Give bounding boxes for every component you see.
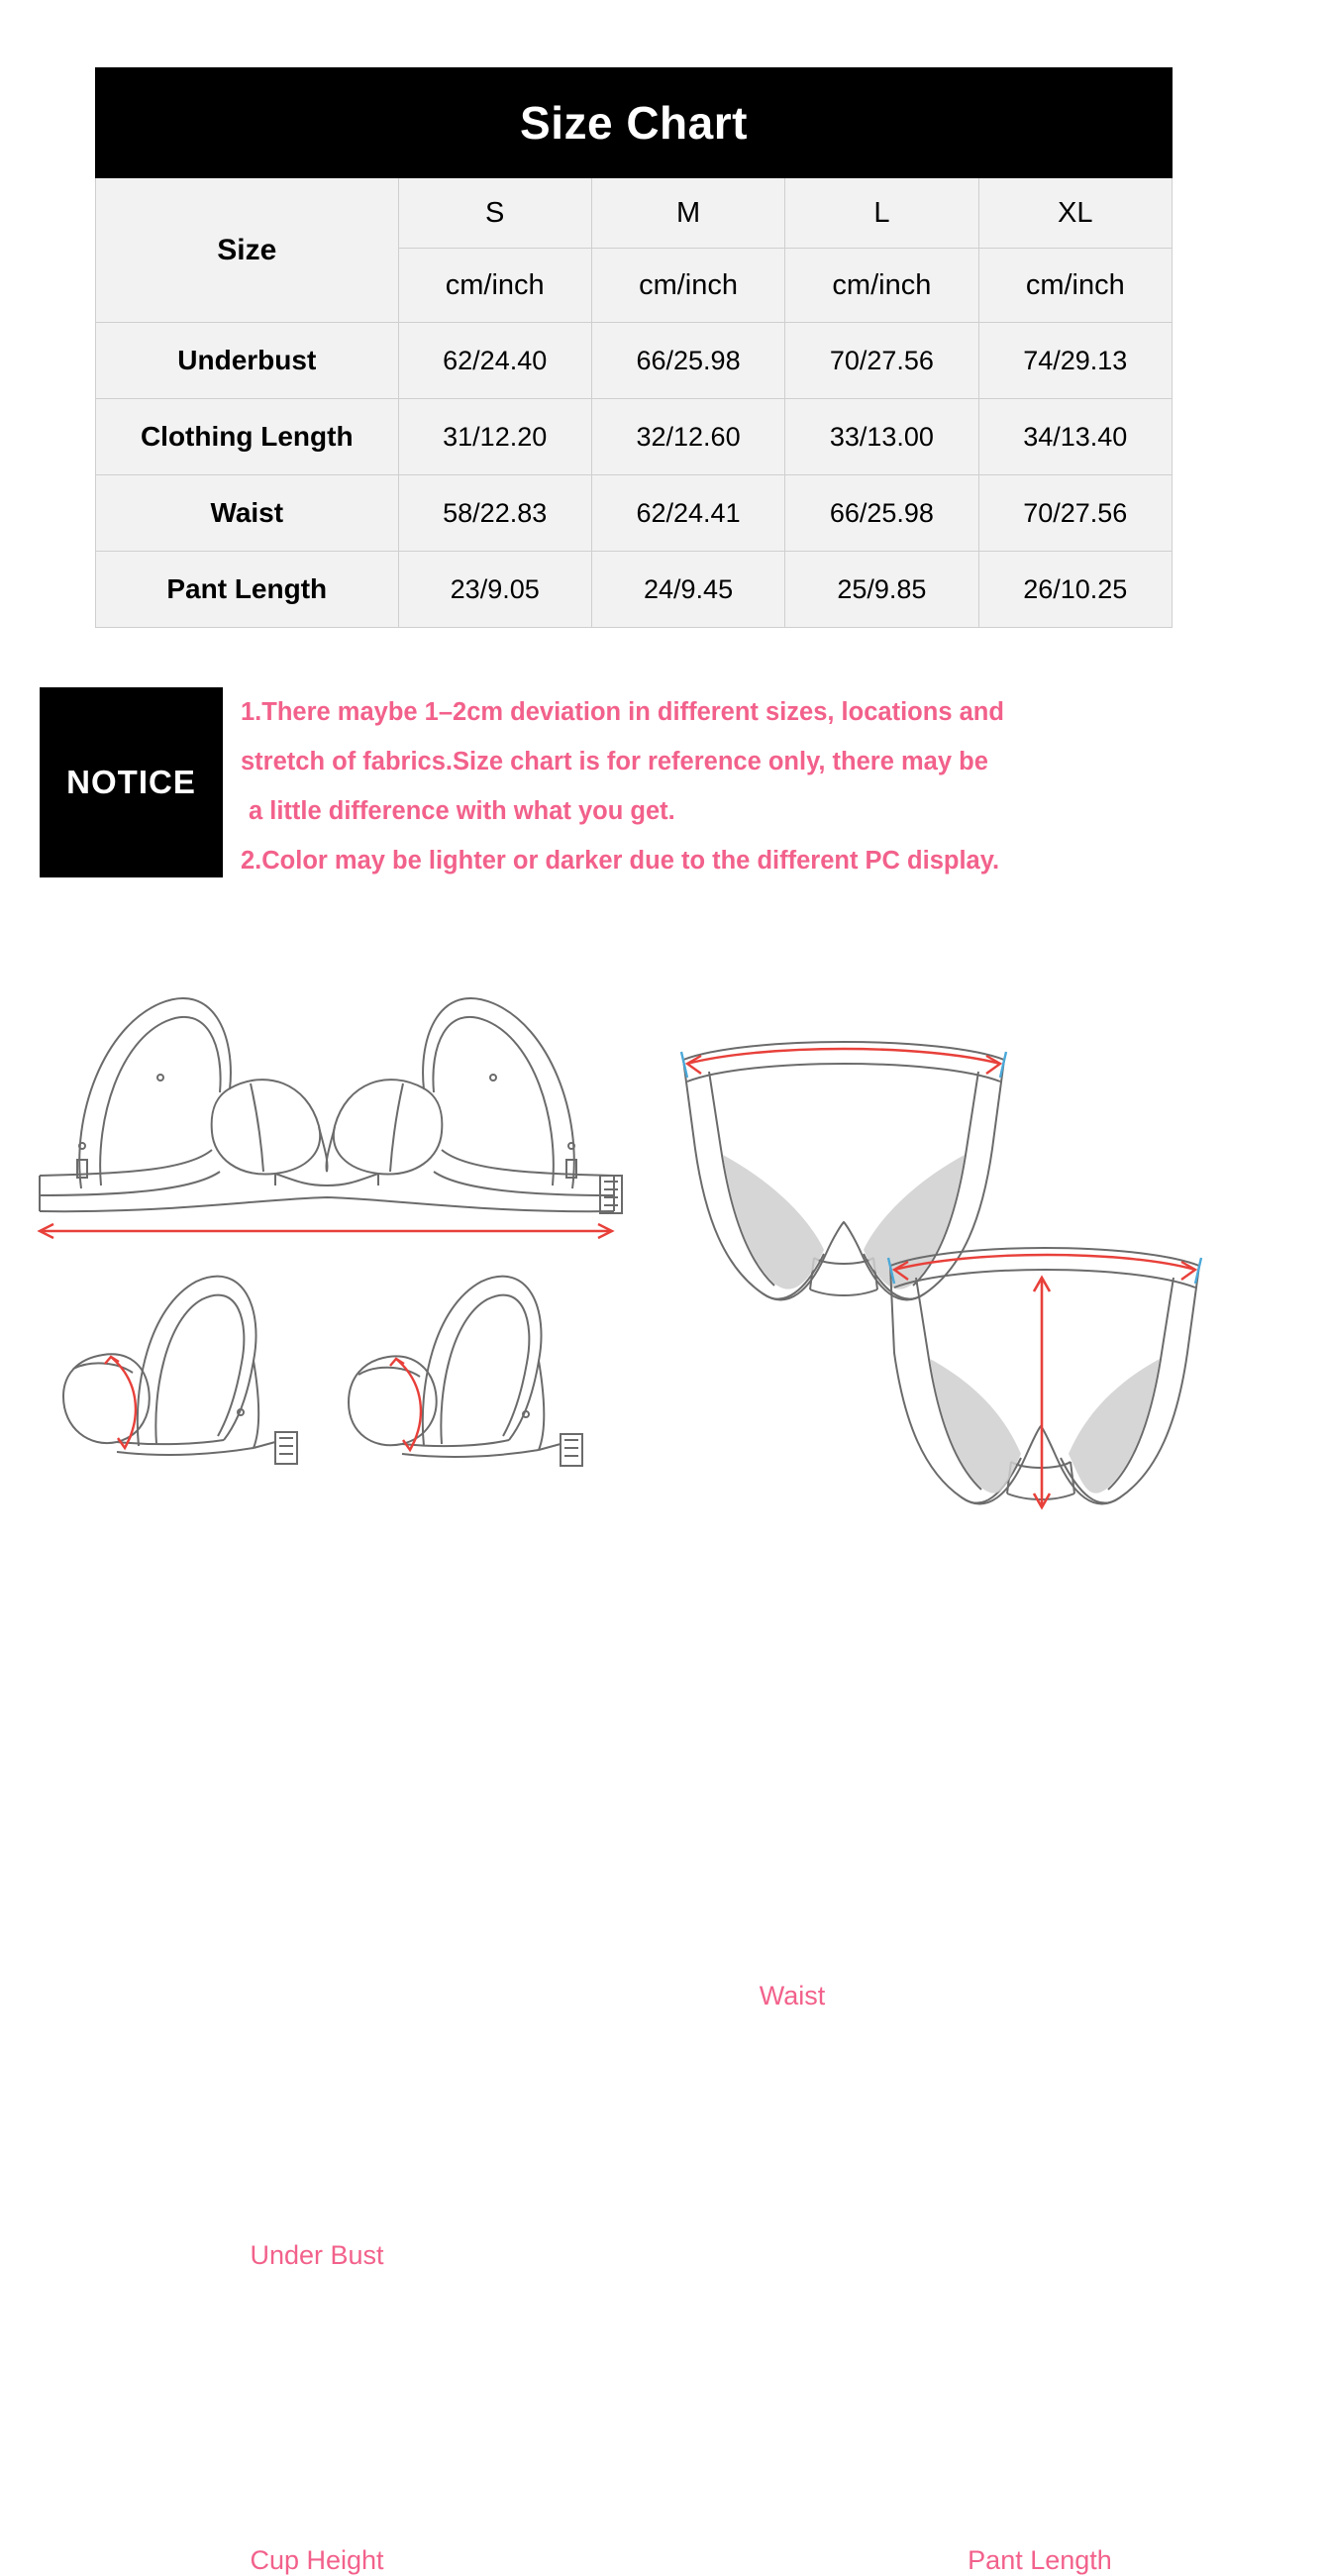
column-header-m: M: [591, 178, 784, 249]
cup-height-measure-arrow-2: [390, 1359, 421, 1450]
cell-clothing-length-xl: 34/13.40: [978, 399, 1172, 475]
notice-line-4: 2.Color may be lighter or darker due to the different PC display.: [241, 847, 1000, 875]
caption-pant-length: Pant Length: [968, 2545, 1112, 2575]
cell-underbust-xl: 74/29.13: [978, 323, 1172, 399]
table-row-title: [96, 68, 1173, 178]
cell-waist-s: 58/22.83: [398, 475, 591, 552]
cell-pant-length-s: 23/9.05: [398, 552, 591, 628]
size-label: Size: [96, 178, 399, 323]
unit-label-xl: cm/inch: [978, 249, 1172, 323]
unit-label-l: cm/inch: [785, 249, 978, 323]
cell-pant-length-l: 25/9.85: [785, 552, 978, 628]
row-label-clothing-length: Clothing Length: [96, 399, 399, 475]
cell-pant-length-xl: 26/10.25: [978, 552, 1172, 628]
cell-underbust-s: 62/24.40: [398, 323, 591, 399]
table-row: [96, 399, 1173, 475]
column-header-l: L: [785, 178, 978, 249]
column-header-s: S: [398, 178, 591, 249]
cell-waist-m: 62/24.41: [591, 475, 784, 552]
bra-side-right-illustration: [315, 1258, 592, 1486]
table-row: [96, 475, 1173, 552]
unit-label-s: cm/inch: [398, 249, 591, 323]
page-title: Size Chart: [96, 68, 1173, 178]
cell-clothing-length-l: 33/13.00: [785, 399, 978, 475]
notice-line-3: a little difference with what you get.: [249, 797, 675, 825]
pant-length-measure-arrow: [1034, 1278, 1050, 1507]
row-label-pant-length: Pant Length: [96, 552, 399, 628]
table-row-size-header: [96, 178, 1173, 249]
panty-pant-length-illustration: [876, 1238, 1213, 1565]
notice-line-1: 1.There maybe 1–2cm deviation in different sizes, locations and: [241, 698, 1004, 726]
bra-side-left-illustration: [30, 1258, 307, 1486]
notice-line-2: stretch of fabrics.Size chart is for reference only, there may be: [241, 748, 988, 775]
cell-underbust-l: 70/27.56: [785, 323, 978, 399]
notice-badge: NOTICE: [40, 687, 223, 877]
cell-clothing-length-m: 32/12.60: [591, 399, 784, 475]
caption-cup-height: Cup Height: [250, 2545, 384, 2575]
cell-clothing-length-s: 31/12.20: [398, 399, 591, 475]
cell-waist-l: 66/25.98: [785, 475, 978, 552]
unit-label-m: cm/inch: [591, 249, 784, 323]
cell-pant-length-m: 24/9.45: [591, 552, 784, 628]
table-row: [96, 323, 1173, 399]
caption-under-bust: Under Bust: [250, 2240, 384, 2270]
row-label-waist: Waist: [96, 475, 399, 552]
underbust-measure-arrow: [40, 1224, 612, 1238]
notice-text: [241, 687, 1280, 885]
size-chart-block: [95, 67, 1173, 628]
column-header-xl: XL: [978, 178, 1172, 249]
table-row: [96, 552, 1173, 628]
bra-front-illustration: [10, 966, 644, 1283]
row-label-underbust: Underbust: [96, 323, 399, 399]
size-chart-table: [95, 67, 1173, 628]
cell-underbust-m: 66/25.98: [591, 323, 784, 399]
cell-waist-xl: 70/27.56: [978, 475, 1172, 552]
caption-waist: Waist: [759, 1981, 826, 2010]
illustration-area: [0, 931, 1327, 2575]
